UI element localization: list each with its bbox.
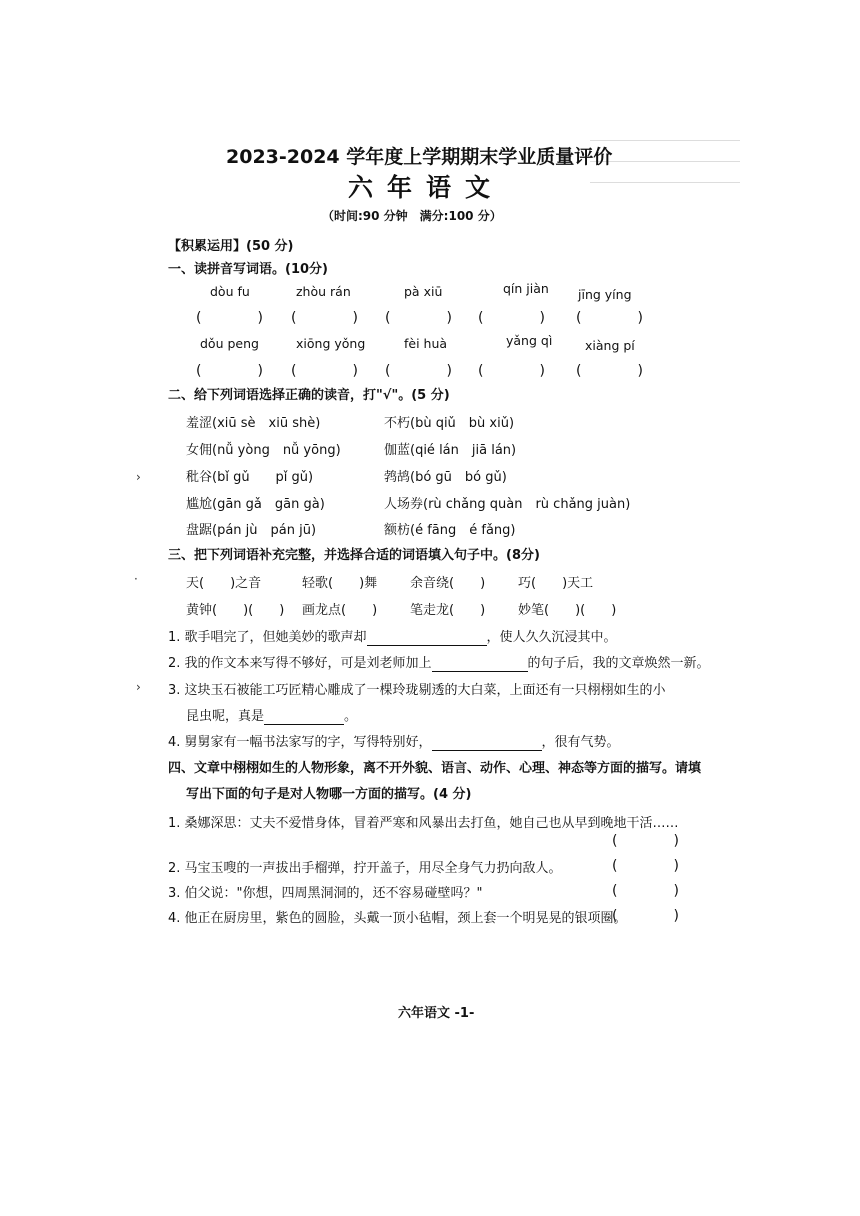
question-item: 2. 马宝玉嗖的一声拔出手榴弹，拧开盖子，用尽全身气力扔向敌人。 — [168, 861, 562, 876]
answer-box[interactable]: ( ) — [576, 310, 643, 326]
idiom-blank[interactable]: 余音绕( ) — [410, 576, 486, 591]
answer-box[interactable]: ( ) — [291, 363, 358, 379]
pinyin-1: dòu fu — [210, 284, 250, 299]
reading-option[interactable]: 伽蓝(qié lán jiā lán) — [384, 443, 517, 458]
idiom-blank[interactable]: 轻歌( )舞 — [302, 576, 378, 591]
page-footer: 六年语文 -1- — [398, 1006, 475, 1021]
pinyin-4: qín jiàn — [503, 281, 549, 296]
idiom-blank[interactable]: 黄钟( )( ) — [186, 603, 285, 618]
pinyin-7: xiōng yǒng — [296, 336, 366, 351]
question-item: 3. 伯父说："你想，四周黑洞洞的，还不容易碰壁吗？" — [168, 886, 483, 901]
reading-option[interactable]: 羞涩(xiū sè xiū shè) — [186, 416, 321, 431]
fill-line[interactable] — [367, 630, 487, 646]
pinyin-10: xiàng pí — [585, 338, 635, 353]
idiom-blank[interactable]: 巧( )天工 — [518, 576, 594, 591]
reading-option[interactable]: 不朽(bù qiǔ bù xiǔ) — [384, 416, 515, 431]
section4-title: 四、文章中栩栩如生的人物形象，离不开外貌、语言、动作、心理、神态等方面的描写。请填 — [168, 761, 702, 776]
answer-box[interactable]: ( ) — [291, 310, 358, 326]
section4-title-cont: 写出下面的句子是对人物哪一方面的描写。(4 分) — [186, 787, 472, 802]
pinyin-3: pà xiū — [404, 284, 443, 299]
idiom-blank[interactable]: 画龙点( ) — [302, 603, 378, 618]
answer-box[interactable]: ( ) — [478, 363, 545, 379]
answer-box[interactable]: ( ) — [612, 908, 679, 924]
sentence-q4: 4. 舅舅家有一幅书法家写的字，写得特别好， ，很有气势。 — [168, 735, 620, 750]
pinyin-8: fèi huà — [404, 336, 448, 351]
question-item: 4. 他正在厨房里，紫色的圆脸，头戴一顶小毡帽，颈上套一个明晃晃的银项圈。 — [168, 911, 627, 926]
idiom-blank[interactable]: 笔走龙( ) — [410, 603, 486, 618]
answer-box[interactable]: ( ) — [478, 310, 545, 326]
pinyin-6: dǒu peng — [200, 336, 259, 351]
idiom-blank[interactable]: 天( )之音 — [186, 576, 262, 591]
section3-title: 三、把下列词语补充完整，并选择合适的词语填入句子中。(8分) — [168, 548, 540, 563]
section2-title: 二、给下列词语选择正确的读音，打"√"。(5 分) — [168, 388, 450, 403]
part-title: 【积累运用】(50 分) — [168, 239, 294, 254]
answer-box[interactable]: ( ) — [612, 883, 679, 899]
reading-option[interactable]: 人场券(rù chǎng quàn rù chǎng juàn) — [384, 497, 631, 512]
sentence-q1: 1. 歌手唱完了，但她美妙的歌声却 ，使人久久沉浸其中。 — [168, 630, 617, 645]
reading-option[interactable]: 额枋(é fāng é fǎng) — [384, 523, 516, 538]
sentence-q3: 3. 这块玉石被能工巧匠精心雕成了一棵玲珑剔透的大白菜，上面还有一只栩栩如生的小 — [168, 683, 666, 698]
reading-option[interactable]: 女佣(nǚ yòng nǚ yōng) — [186, 443, 341, 458]
margin-mark: › — [136, 470, 141, 484]
margin-mark: · — [134, 572, 138, 586]
reading-option[interactable]: 盘踞(pán jù pán jū) — [186, 523, 317, 538]
answer-box[interactable]: ( ) — [196, 363, 263, 379]
pinyin-2: zhòu rán — [296, 284, 351, 299]
section1-title: 一、读拼音写词语。(10分) — [168, 262, 328, 277]
answer-box[interactable]: ( ) — [612, 833, 679, 849]
fill-line[interactable] — [432, 735, 542, 751]
reading-option[interactable]: 鹁鸪(bó gū bó gǔ) — [384, 470, 507, 485]
answer-box[interactable]: ( ) — [576, 363, 643, 379]
answer-box[interactable]: ( ) — [385, 310, 452, 326]
exam-title: 2023-2024 学年度上学期期末学业质量评价 — [226, 146, 613, 168]
fill-line[interactable] — [432, 656, 528, 672]
pinyin-5: jīng yíng — [578, 287, 632, 302]
idiom-blank[interactable]: 妙笔( )( ) — [518, 603, 617, 618]
answer-box[interactable]: ( ) — [196, 310, 263, 326]
pinyin-9: yǎng qì — [506, 333, 553, 348]
subject-title: 六年语文 — [348, 173, 505, 202]
answer-box[interactable]: ( ) — [385, 363, 452, 379]
bleed-through — [590, 120, 740, 230]
reading-option[interactable]: 尴尬(gān gǎ gān gà) — [186, 497, 325, 512]
sentence-q3-cont: 昆虫呢，真是 。 — [186, 709, 358, 724]
sentence-q2: 2. 我的作文本来写得不够好，可是刘老师加上 的句子后，我的文章焕然一新。 — [168, 656, 710, 671]
reading-option[interactable]: 秕谷(bǐ gǔ pǐ gǔ) — [186, 470, 314, 485]
fill-line[interactable] — [264, 709, 344, 725]
answer-box[interactable]: ( ) — [612, 858, 679, 874]
margin-mark: › — [136, 680, 141, 694]
question-item: 1. 桑娜深思：丈夫不爱惜身体，冒着严寒和风暴出去打鱼，她自己也从早到晚地干活…… — [168, 816, 679, 831]
exam-meta: （时间:90 分钟 满分:100 分） — [322, 209, 502, 223]
